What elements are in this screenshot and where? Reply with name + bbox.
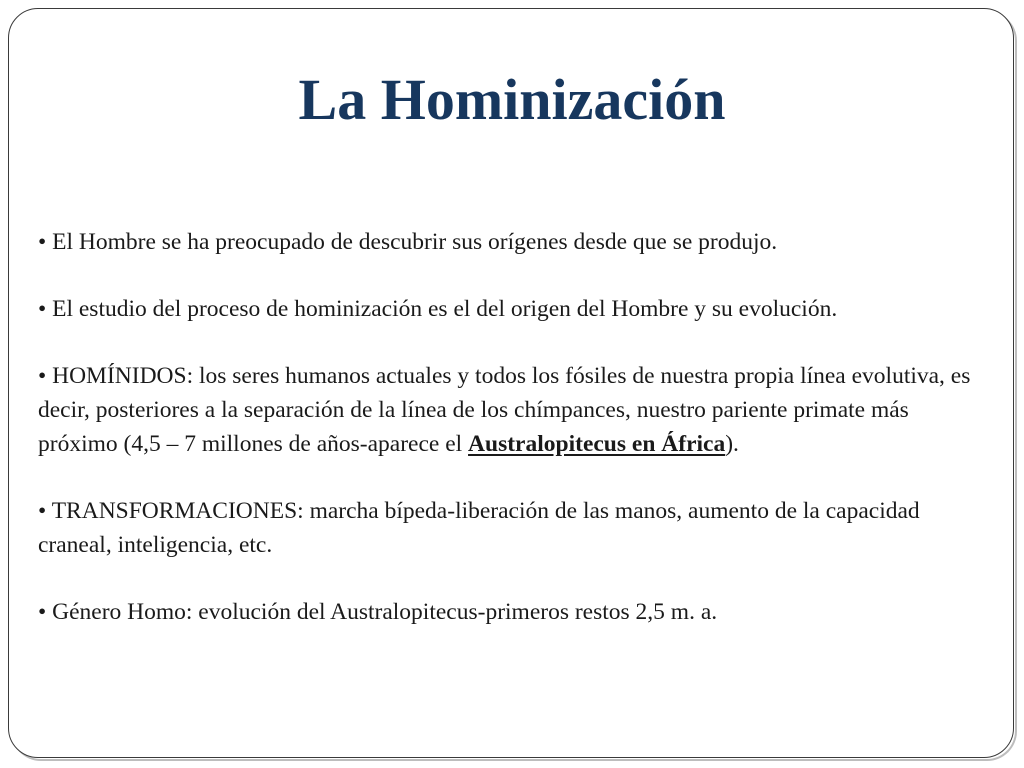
bullet-text-after-link: ). <box>725 431 739 457</box>
bullet-paragraph-2 <box>38 292 988 326</box>
slide-title: La Hominización <box>298 67 726 132</box>
bullet-marker: • <box>38 599 47 625</box>
bullet-text-before-link: HOMÍNIDOS: los seres humanos actuales y todos los fósiles de nuestra propia línea evolutiva, es decir, posteriores a la separación de la línea de los chímpances, nuestro pariente primate más próximo (4,5 – 7 millones de años-aparece el <box>38 363 971 457</box>
bullet-text: Género Homo: evolución del Australopitecus-primeros restos 2,5 m. a. <box>52 599 718 625</box>
bullet-paragraph-4 <box>38 494 988 562</box>
bullet-marker: • <box>38 498 47 524</box>
bullet-marker: • <box>38 296 47 322</box>
bullet-paragraph-3 <box>38 359 988 461</box>
bullet-text: TRANSFORMACIONES: marcha bípeda-liberación de las manos, aumento de la capacidad craneal, inteligencia, etc. <box>38 498 920 558</box>
slide-body <box>38 225 988 629</box>
bullet-paragraph-5 <box>38 595 988 629</box>
australopitecus-link[interactable]: Australopitecus en África <box>468 431 726 457</box>
bullet-text: El estudio del proceso de hominización es el del origen del Hombre y su evolución. <box>52 296 838 322</box>
bullet-paragraph-1 <box>38 225 988 259</box>
bullet-marker: • <box>38 363 47 389</box>
bullet-text: El Hombre se ha preocupado de descubrir sus orígenes desde que se produjo. <box>52 229 778 255</box>
bullet-marker: • <box>38 229 47 255</box>
